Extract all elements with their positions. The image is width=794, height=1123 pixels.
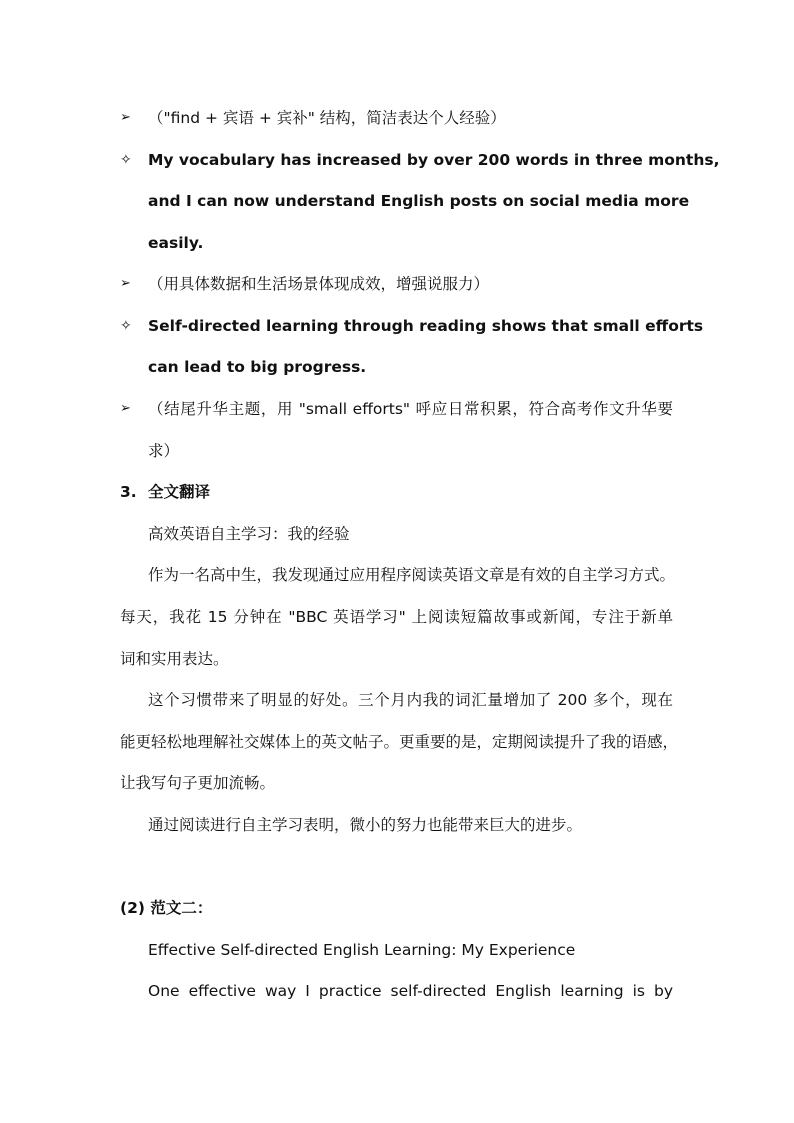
arrow-bullet-icon: ➢ xyxy=(120,110,131,125)
arrow-bullet-icon: ➢ xyxy=(120,276,131,291)
sample-title: Effective Self-directed English Learning: My Experience xyxy=(148,941,576,959)
paragraph-text: 让我写句子更加流畅。 xyxy=(120,774,276,792)
paragraph-text: 作为一名高中生，我发现通过应用程序阅读英语文章是有效的自主学习方式。 xyxy=(148,566,676,584)
note-text: 求） xyxy=(148,442,180,460)
sentence-text: Self-directed learning through reading shows that small efforts xyxy=(148,317,704,335)
sample-label: (2) 范文二： xyxy=(120,899,213,917)
translation-title: 高效英语自主学习：我的经验 xyxy=(148,525,350,543)
paragraph-text: 这个习惯带来了明显的好处。三个月内我的词汇量增加了 200 多个，现在 xyxy=(148,691,673,709)
sentence-text: and I can now understand English posts on social media more xyxy=(148,192,690,210)
paragraph-text: 词和实用表达。 xyxy=(120,650,229,668)
sentence-text: My vocabulary has increased by over 200 words in three months, xyxy=(148,151,720,169)
note-text: （"find + 宾语 + 宾补" 结构，简洁表达个人经验） xyxy=(148,109,506,127)
paragraph-text: One effective way I practice self-directed English learning is by xyxy=(148,982,673,1000)
sentence-text: can lead to big progress. xyxy=(148,358,367,376)
diamond-bullet-icon: ✧ xyxy=(120,318,132,334)
paragraph-text: 每天，我花 15 分钟在 "BBC 英语学习" 上阅读短篇故事或新闻，专注于新单 xyxy=(120,608,673,626)
note-text: （用具体数据和生活场景体现成效，增强说服力） xyxy=(148,275,490,293)
note-text: （结尾升华主题，用 "small efforts" 呼应日常积累，符合高考作文升华要 xyxy=(148,400,673,418)
sentence-text: easily. xyxy=(148,234,204,252)
paragraph-text: 能更轻松地理解社交媒体上的英文帖子。更重要的是，定期阅读提升了我的语感， xyxy=(120,733,679,751)
section-number: 3. xyxy=(120,483,137,501)
arrow-bullet-icon: ➢ xyxy=(120,401,131,416)
paragraph-text: 通过阅读进行自主学习表明，微小的努力也能带来巨大的进步。 xyxy=(148,816,583,834)
section-title: 全文翻译 xyxy=(148,483,211,501)
diamond-bullet-icon: ✧ xyxy=(120,152,132,168)
